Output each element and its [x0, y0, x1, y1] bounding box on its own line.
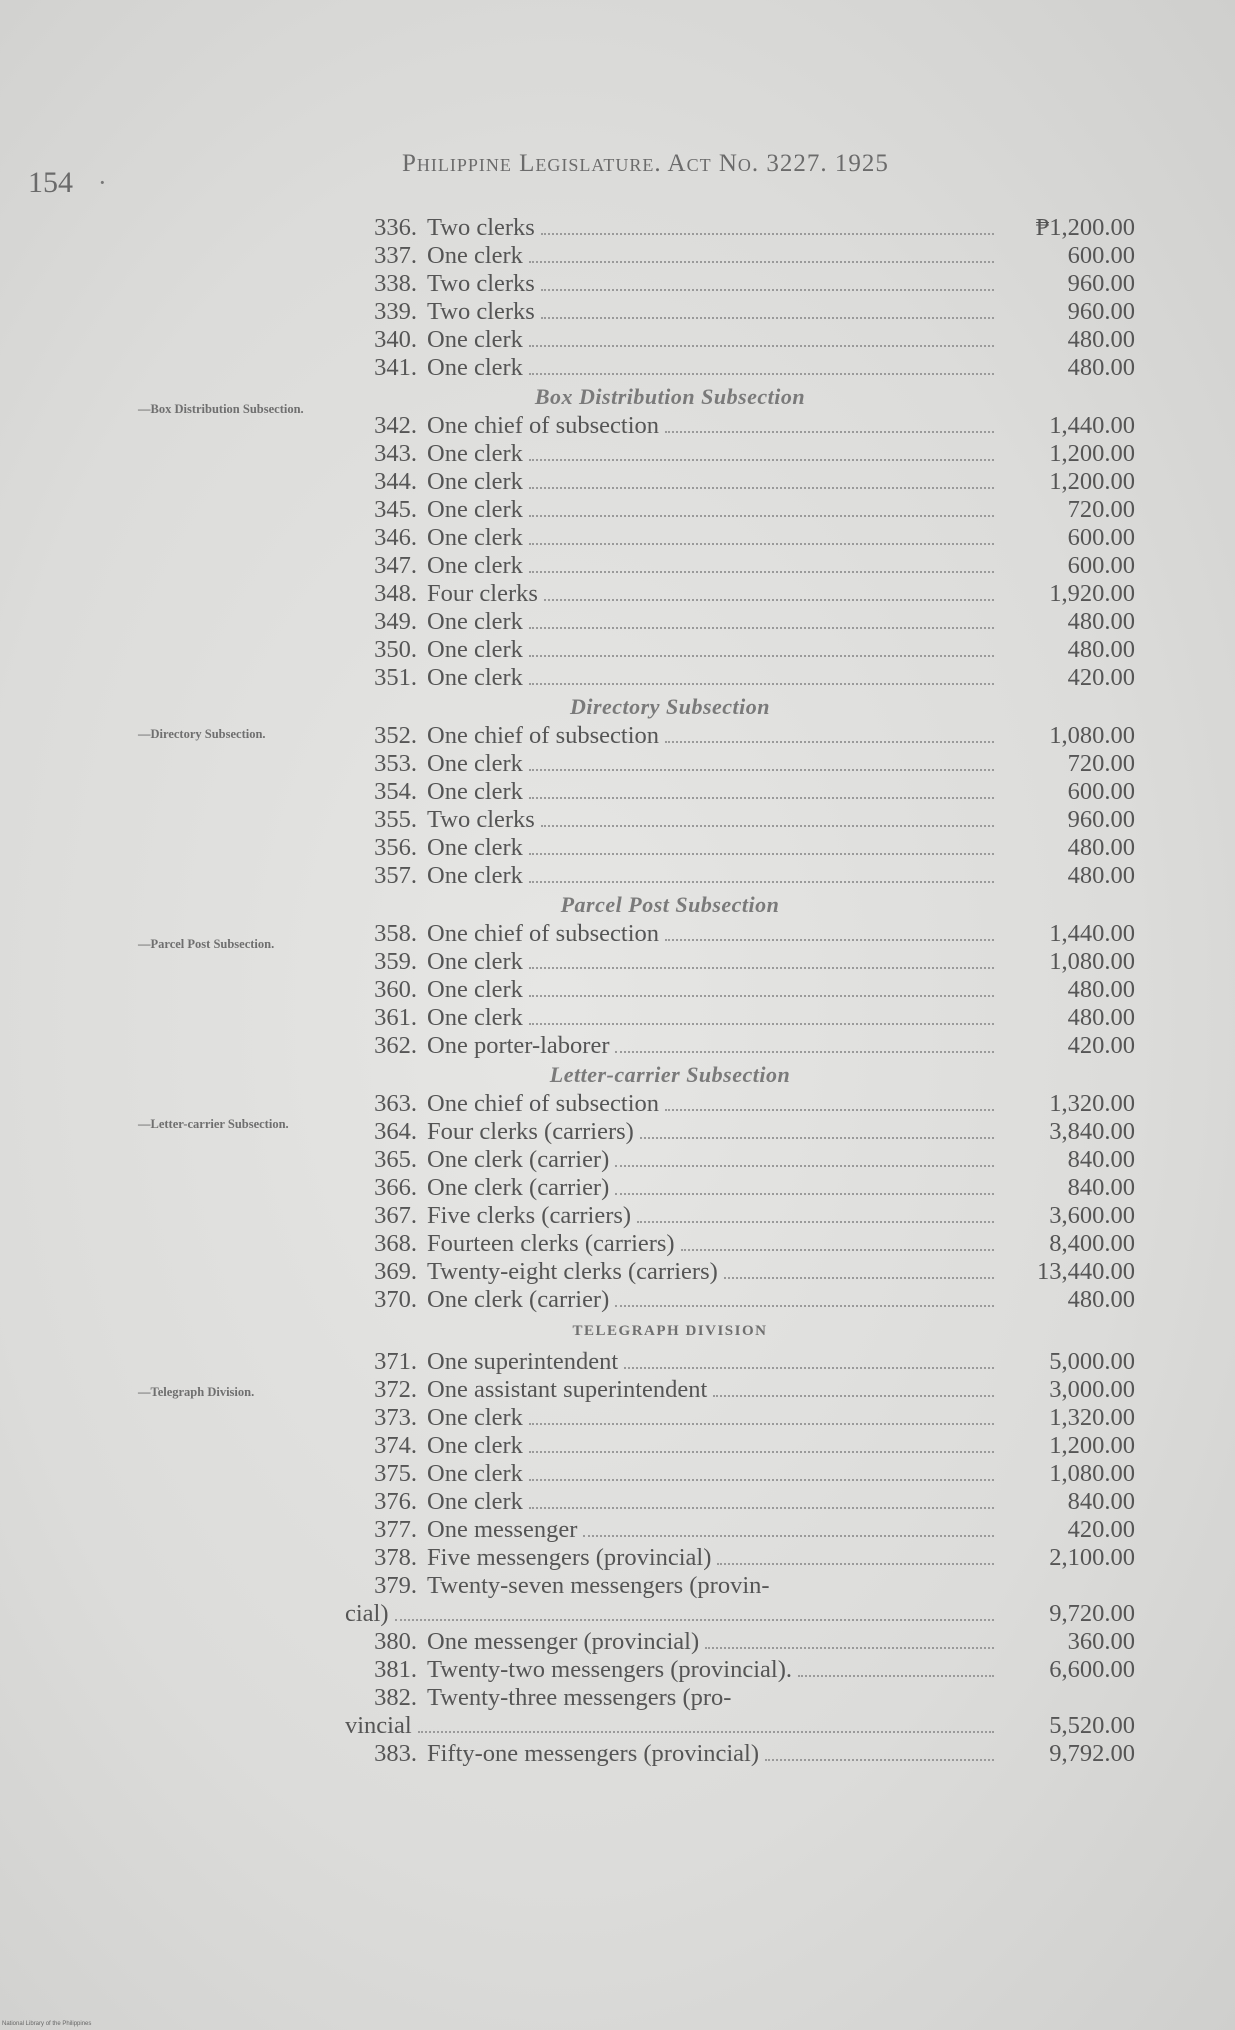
item-number: 366.	[374, 1174, 417, 1201]
line-item	[355, 920, 1135, 948]
item-amount: 960.00	[1067, 806, 1135, 833]
dot-leader	[529, 753, 994, 771]
item-number: 369.	[374, 1258, 417, 1285]
item-description-continuation: vincial	[345, 1712, 412, 1739]
item-amount: 1,320.00	[1049, 1090, 1135, 1117]
item-description: One chief of subsection	[427, 412, 659, 439]
item-amount: 8,400.00	[1049, 1230, 1135, 1257]
dot-leader	[529, 357, 994, 375]
section-title-letter-carrier: Letter-carrier Subsection	[549, 1062, 791, 1087]
item-number: 382.	[374, 1684, 417, 1711]
item-number: 344.	[374, 468, 417, 495]
dot-leader	[541, 809, 994, 827]
item-amount: ₱1,200.00	[1035, 214, 1135, 241]
dot-leader	[529, 979, 994, 997]
dot-leader	[529, 639, 994, 657]
item-amount: 9,720.00	[1049, 1600, 1135, 1627]
item-description: One clerk (carrier)	[427, 1286, 610, 1313]
item-description: One messenger	[427, 1516, 578, 1543]
item-amount: 5,520.00	[1049, 1712, 1135, 1739]
item-number: 355.	[374, 806, 417, 833]
dot-leader	[765, 1743, 994, 1761]
line-item	[355, 1004, 1135, 1032]
line-item	[355, 1174, 1135, 1202]
item-description: One chief of subsection	[427, 722, 659, 749]
item-amount: 840.00	[1067, 1174, 1135, 1201]
item-amount: 960.00	[1067, 270, 1135, 297]
line-item	[355, 1118, 1135, 1146]
item-description: One clerk	[427, 750, 523, 777]
item-description: Four clerks (carriers)	[427, 1118, 634, 1145]
dot-leader	[544, 583, 994, 601]
line-item	[355, 1488, 1135, 1516]
item-description: Twenty-eight clerks (carriers)	[427, 1258, 718, 1285]
line-item	[355, 862, 1135, 890]
item-number: 348.	[374, 580, 417, 607]
item-description: Two clerks	[427, 298, 535, 325]
item-description: Four clerks	[427, 580, 538, 607]
item-amount: 600.00	[1067, 778, 1135, 805]
line-item	[355, 1286, 1135, 1314]
item-description: One clerk (carrier)	[427, 1174, 610, 1201]
line-item	[355, 722, 1135, 750]
dot-leader	[665, 415, 994, 433]
item-description: Two clerks	[427, 214, 535, 241]
line-item	[355, 636, 1135, 664]
item-number: 381.	[374, 1656, 417, 1683]
item-number: 371.	[374, 1348, 417, 1375]
item-description: Two clerks	[427, 806, 535, 833]
item-amount: 480.00	[1067, 1286, 1135, 1313]
section-title-directory: Directory Subsection	[569, 694, 771, 719]
item-amount: 1,200.00	[1049, 440, 1135, 467]
dot-leader	[529, 329, 994, 347]
line-item	[355, 354, 1135, 382]
dot-leader	[529, 1007, 994, 1025]
item-amount: 480.00	[1067, 976, 1135, 1003]
dot-leader	[724, 1261, 994, 1279]
item-description: One clerk	[427, 608, 523, 635]
dot-leader	[615, 1035, 994, 1053]
item-description: One clerk	[427, 1460, 523, 1487]
section-title-parcel-post: Parcel Post Subsection	[560, 892, 780, 917]
item-amount: 1,200.00	[1049, 1432, 1135, 1459]
item-number: 346.	[374, 524, 417, 551]
dot-leader	[705, 1631, 994, 1649]
appropriation-list	[345, 214, 1135, 1768]
item-description: One clerk	[427, 440, 523, 467]
line-item	[355, 552, 1135, 580]
line-item	[355, 1656, 1135, 1684]
item-amount: 600.00	[1067, 242, 1135, 269]
item-amount: 1,080.00	[1049, 722, 1135, 749]
item-amount: 480.00	[1067, 862, 1135, 889]
item-number: 378.	[374, 1544, 417, 1571]
item-description: One clerk	[427, 636, 523, 663]
line-item	[355, 1258, 1135, 1286]
dot-leader	[541, 301, 994, 319]
item-amount: 1,920.00	[1049, 580, 1135, 607]
line-item	[355, 326, 1135, 354]
dot-leader	[529, 555, 994, 573]
line-item	[355, 214, 1135, 242]
item-amount: 480.00	[1067, 326, 1135, 353]
item-number: 343.	[374, 440, 417, 467]
dot-leader	[529, 951, 994, 969]
item-amount: 3,840.00	[1049, 1118, 1135, 1145]
item-number: 368.	[374, 1230, 417, 1257]
item-description: One clerk (carrier)	[427, 1146, 610, 1173]
item-amount: 480.00	[1067, 608, 1135, 635]
item-amount: 1,320.00	[1049, 1404, 1135, 1431]
dot-leader	[541, 273, 994, 291]
item-number: 376.	[374, 1488, 417, 1515]
item-number: 358.	[374, 920, 417, 947]
item-number: 339.	[374, 298, 417, 325]
line-item	[355, 1516, 1135, 1544]
dot-leader	[713, 1379, 994, 1397]
item-description: One clerk	[427, 326, 523, 353]
item-description: One chief of subsection	[427, 1090, 659, 1117]
item-amount: 480.00	[1067, 834, 1135, 861]
line-item	[355, 1032, 1135, 1060]
item-number: 375.	[374, 1460, 417, 1487]
item-description: One porter-laborer	[427, 1032, 610, 1059]
item-description: One clerk	[427, 976, 523, 1003]
line-item	[355, 1460, 1135, 1488]
item-amount: 420.00	[1067, 1032, 1135, 1059]
item-description-continuation: cial)	[345, 1600, 389, 1627]
item-amount: 3,000.00	[1049, 1376, 1135, 1403]
item-number: 360.	[374, 976, 417, 1003]
item-description: Twenty-two messengers (provincial).	[427, 1656, 792, 1683]
line-item	[355, 750, 1135, 778]
line-item	[355, 468, 1135, 496]
margin-note-parcel-post: —Parcel Post Subsection.	[138, 937, 275, 951]
item-number: 372.	[374, 1376, 417, 1403]
item-number: 359.	[374, 948, 417, 975]
item-number: 373.	[374, 1404, 417, 1431]
dot-leader	[529, 1435, 994, 1453]
line-item-382-continuation	[345, 1712, 1135, 1740]
dot-leader	[583, 1519, 994, 1537]
group-general	[355, 214, 1135, 382]
dot-leader	[640, 1121, 994, 1139]
dot-leader	[529, 1463, 994, 1481]
line-item	[355, 1348, 1135, 1376]
line-item	[355, 524, 1135, 552]
item-amount: 1,200.00	[1049, 468, 1135, 495]
item-description: Five messengers (provincial)	[427, 1544, 712, 1571]
margin-note-telegraph: —Telegraph Division.	[138, 1385, 255, 1399]
line-item	[355, 834, 1135, 862]
line-item	[355, 298, 1135, 326]
item-number: 357.	[374, 862, 417, 889]
item-number: 364.	[374, 1118, 417, 1145]
item-description: One chief of subsection	[427, 920, 659, 947]
item-amount: 600.00	[1067, 552, 1135, 579]
item-description: One messenger (provincial)	[427, 1628, 700, 1655]
item-amount: 5,000.00	[1049, 1348, 1135, 1375]
item-description: One clerk	[427, 1432, 523, 1459]
item-number: 380.	[374, 1628, 417, 1655]
item-description: One superintendent	[427, 1348, 619, 1375]
line-item	[355, 1090, 1135, 1118]
item-number: 350.	[374, 636, 417, 663]
dot-leader	[665, 725, 994, 743]
item-description: One clerk	[427, 1004, 523, 1031]
dot-leader	[529, 527, 994, 545]
dot-leader	[418, 1715, 994, 1733]
margin-note-box-distribution: —Box Distribution Subsection.	[138, 402, 304, 416]
item-amount: 3,600.00	[1049, 1202, 1135, 1229]
group-directory	[355, 722, 1135, 890]
item-number: 336.	[374, 214, 417, 241]
item-amount: 480.00	[1067, 1004, 1135, 1031]
item-number: 354.	[374, 778, 417, 805]
item-description: One clerk	[427, 862, 523, 889]
item-description: One clerk	[427, 242, 523, 269]
item-description: One clerk	[427, 468, 523, 495]
line-item	[355, 1544, 1135, 1572]
item-number: 340.	[374, 326, 417, 353]
line-item	[355, 1202, 1135, 1230]
dot-leader	[615, 1177, 994, 1195]
item-amount: 840.00	[1067, 1146, 1135, 1173]
margin-note-directory: —Directory Subsection.	[138, 727, 266, 741]
dot-leader	[529, 667, 994, 685]
item-number: 353.	[374, 750, 417, 777]
item-description: Twenty-three messengers (pro-	[427, 1684, 732, 1711]
item-description: One clerk	[427, 496, 523, 523]
line-item-379-first	[355, 1572, 1135, 1600]
line-item	[355, 778, 1135, 806]
dot-leader	[529, 837, 994, 855]
item-number: 377.	[374, 1516, 417, 1543]
item-number: 347.	[374, 552, 417, 579]
line-item-383	[355, 1740, 1135, 1768]
dot-leader	[395, 1603, 994, 1621]
item-number: 356.	[374, 834, 417, 861]
line-item	[355, 806, 1135, 834]
item-description: One clerk	[427, 664, 523, 691]
item-number: 345.	[374, 496, 417, 523]
item-description: One clerk	[427, 834, 523, 861]
dot-leader	[541, 217, 994, 235]
line-item	[355, 412, 1135, 440]
item-amount: 720.00	[1067, 496, 1135, 523]
item-description: Five clerks (carriers)	[427, 1202, 632, 1229]
section-title-box-distribution: Box Distribution Subsection	[534, 384, 806, 409]
running-header: Philippine Legislature. Act No. 3227. 1925	[402, 150, 889, 177]
line-item	[355, 580, 1135, 608]
item-amount: 420.00	[1067, 1516, 1135, 1543]
dot-leader	[665, 923, 994, 941]
item-description: One clerk	[427, 1404, 523, 1431]
item-amount: 1,440.00	[1049, 412, 1135, 439]
item-amount: 360.00	[1067, 1628, 1135, 1655]
item-description: Two clerks	[427, 270, 535, 297]
item-description: One clerk	[427, 354, 523, 381]
item-amount: 480.00	[1067, 636, 1135, 663]
dot-leader	[529, 1491, 994, 1509]
group-parcel-post	[355, 920, 1135, 1060]
item-number: 367.	[374, 1202, 417, 1229]
line-item	[355, 440, 1135, 468]
item-number: 383.	[374, 1740, 417, 1767]
line-item	[355, 976, 1135, 1004]
division-title-telegraph: TELEGRAPH DIVISION	[572, 1323, 768, 1339]
item-description: One clerk	[427, 1488, 523, 1515]
dot-leader	[637, 1205, 994, 1223]
item-description: One clerk	[427, 524, 523, 551]
item-number: 349.	[374, 608, 417, 635]
item-number: 365.	[374, 1146, 417, 1173]
line-item	[355, 1146, 1135, 1174]
line-item	[355, 664, 1135, 692]
dot-leader	[529, 471, 994, 489]
line-item-382-first	[355, 1684, 1135, 1712]
item-number: 352.	[374, 722, 417, 749]
item-number: 337.	[374, 242, 417, 269]
group-telegraph-a	[355, 1348, 1135, 1572]
item-number: 361.	[374, 1004, 417, 1031]
line-item	[355, 1404, 1135, 1432]
line-item	[355, 270, 1135, 298]
item-amount: 13,440.00	[1037, 1258, 1135, 1285]
item-number: 351.	[374, 664, 417, 691]
dot-leader	[665, 1093, 994, 1111]
item-number: 370.	[374, 1286, 417, 1313]
line-item	[355, 1230, 1135, 1258]
item-number: 342.	[374, 412, 417, 439]
line-item	[355, 242, 1135, 270]
item-number: 341.	[374, 354, 417, 381]
dot-leader	[681, 1233, 994, 1251]
page-number-dot: ·	[98, 168, 107, 197]
item-amount: 1,440.00	[1049, 920, 1135, 947]
item-number: 374.	[374, 1432, 417, 1459]
line-item	[355, 496, 1135, 524]
dot-leader	[529, 245, 994, 263]
item-number: 362.	[374, 1032, 417, 1059]
margin-note-letter-carrier: —Letter-carrier Subsection.	[138, 1117, 289, 1131]
item-number: 363.	[374, 1090, 417, 1117]
item-amount: 6,600.00	[1049, 1656, 1135, 1683]
item-amount: 1,080.00	[1049, 948, 1135, 975]
item-amount: 9,792.00	[1049, 1740, 1135, 1767]
dot-leader	[798, 1659, 994, 1677]
item-number: 338.	[374, 270, 417, 297]
dot-leader	[529, 1407, 994, 1425]
item-description: One clerk	[427, 778, 523, 805]
item-description: Twenty-seven messengers (provin-	[427, 1572, 770, 1599]
item-description: One clerk	[427, 552, 523, 579]
item-description: One clerk	[427, 948, 523, 975]
dot-leader	[615, 1289, 994, 1307]
dot-leader	[529, 443, 994, 461]
group-telegraph-b	[355, 1628, 1135, 1684]
item-description: One assistant superintendent	[427, 1376, 708, 1403]
item-amount: 420.00	[1067, 664, 1135, 691]
dot-leader	[529, 781, 994, 799]
line-item	[355, 948, 1135, 976]
group-box-distribution	[355, 412, 1135, 692]
item-number: 379.	[374, 1572, 417, 1599]
item-amount: 600.00	[1067, 524, 1135, 551]
line-item	[355, 1628, 1135, 1656]
item-description: Fifty-one messengers (provincial)	[427, 1740, 760, 1767]
dot-leader	[624, 1351, 994, 1369]
line-item-379-continuation	[345, 1600, 1135, 1628]
dot-leader	[529, 499, 994, 517]
line-item	[355, 1432, 1135, 1460]
item-amount: 720.00	[1067, 750, 1135, 777]
item-description: Fourteen clerks (carriers)	[427, 1230, 675, 1257]
dot-leader	[615, 1149, 994, 1167]
item-amount: 840.00	[1067, 1488, 1135, 1515]
item-amount: 2,100.00	[1049, 1544, 1135, 1571]
item-amount: 1,080.00	[1049, 1460, 1135, 1487]
group-letter-carrier	[355, 1090, 1135, 1314]
dot-leader	[529, 865, 994, 883]
item-amount: 480.00	[1067, 354, 1135, 381]
page-number: 154	[28, 166, 73, 199]
dot-leader	[529, 611, 994, 629]
line-item	[355, 1376, 1135, 1404]
footer-credit: National Library of the Philippines	[2, 2021, 92, 2027]
item-amount: 960.00	[1067, 298, 1135, 325]
dot-leader	[717, 1547, 994, 1565]
line-item	[355, 608, 1135, 636]
